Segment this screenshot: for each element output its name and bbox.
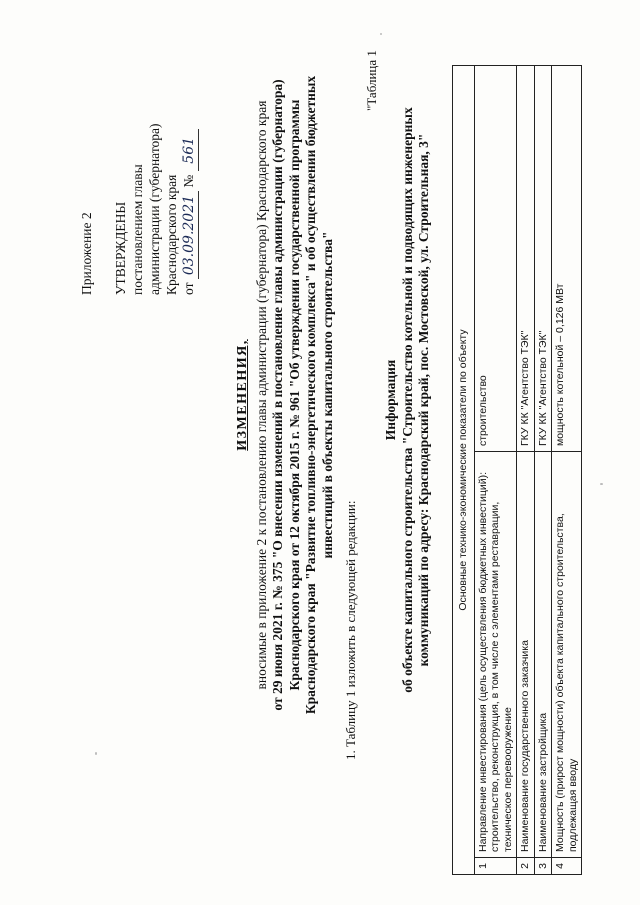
info-title	[383, 55, 433, 745]
info-line-1: об объекте капитального строительства "Строительство котельной и подводящих инженерных	[399, 107, 415, 693]
approval-line-2: администрации (губернатора)	[147, 123, 162, 295]
row-value: ГКУ КК "Агентство ТЭК"	[517, 66, 535, 452]
row-value: ГКУ КК "Агентство ТЭК"	[534, 66, 552, 452]
changes-line-1: вносимые в приложение 2 к постановлению главы администрации (губернатора) Краснодарского края	[253, 100, 269, 690]
scan-speck	[600, 483, 603, 485]
table-row	[474, 66, 517, 875]
changes-line-3: Краснодарского края от 12 октября 2015 г. № 961 "Об утверждении государственной программы	[286, 99, 302, 691]
appendix-label: Приложение 2	[79, 212, 94, 295]
number-prefix: №	[181, 174, 196, 188]
table-row	[552, 66, 582, 875]
row-value: строительство	[474, 66, 517, 452]
date-prefix: от	[181, 282, 196, 295]
changes-title	[235, 65, 336, 725]
table-row	[534, 66, 552, 875]
scan-speck	[95, 752, 97, 755]
handwritten-number: 561	[181, 129, 199, 171]
scan-speck	[380, 33, 382, 35]
approved-label: УТВЕРЖДЕНЫ	[113, 201, 128, 295]
changes-line-5: инвестиций в объекты капитального строительства"	[319, 231, 335, 559]
row-number: 4	[552, 858, 582, 875]
row-parameter: Направление инвестирования (цель осуществления бюджетных инвестиций): строительство, реконструкция, в том числе с элементами реставрации, техническое перевооружение	[474, 452, 517, 858]
table-header-cell: Основные технико-экономические показатели по объекту	[453, 66, 475, 875]
table-row	[517, 66, 535, 875]
row-parameter: Наименование государственного заказчика	[517, 452, 535, 858]
row-number: 1	[474, 858, 517, 875]
redaction-instruction: 1. Таблицу 1 изложить в следующей редакции:	[343, 500, 358, 760]
handwritten-date: 03.09.2021	[181, 191, 199, 279]
row-parameter: Мощность (прирост мощности) объекта капитального строительства, подлежащая вводу	[552, 452, 582, 858]
changes-heading: ИЗМЕНЕНИЯ,	[235, 339, 250, 451]
table-header-row	[453, 66, 475, 875]
changes-line-4: Краснодарского края "Развитие топливно-энергетического комплекса" и об осуществлении бюджетных	[303, 75, 318, 715]
row-value: мощность котельной – 0,126 МВт	[552, 66, 582, 452]
approval-line-3: Краснодарского края	[164, 174, 179, 295]
row-number: 3	[534, 858, 552, 875]
technical-indicators-table	[452, 65, 582, 875]
approval-date-line	[180, 123, 199, 295]
approval-stamp	[78, 123, 199, 295]
changes-line-2: от 29 июня 2021 г. № 375 "О внесении изменений в постановление главы администрации (губернатора)	[270, 79, 285, 711]
info-line-2: коммуникаций по адресу: Краснодарский край, пос. Мостовской, ул. Строительная, 3"	[416, 133, 431, 667]
info-heading: Информация	[383, 359, 398, 441]
row-parameter: Наименование застройщика	[534, 452, 552, 858]
row-number: 2	[517, 858, 535, 875]
approval-line-1: постановлением главы	[130, 164, 145, 295]
table-number-label: "Таблица 1	[364, 50, 379, 111]
